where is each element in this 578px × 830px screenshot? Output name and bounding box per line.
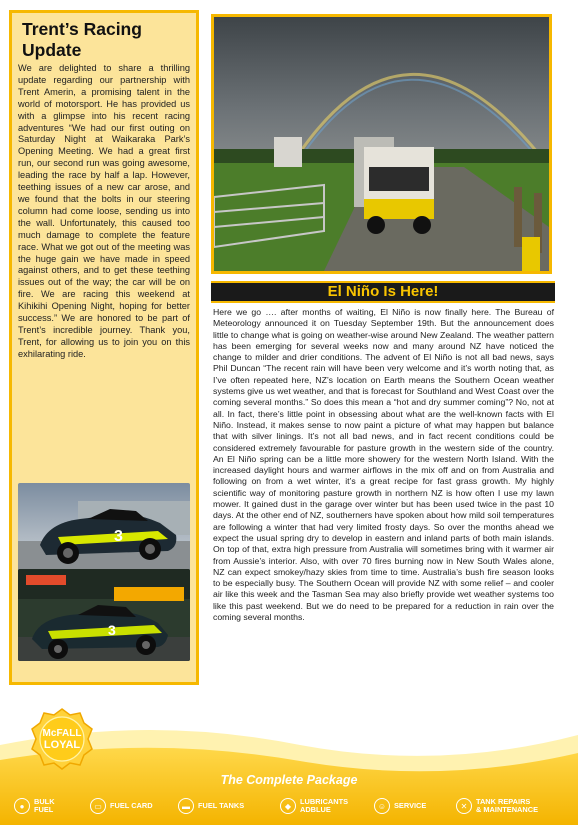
wrench-icon: ✕	[456, 798, 472, 814]
services-strip	[0, 792, 578, 822]
sidebar-title: Trent’s Racing Update	[22, 19, 142, 60]
race-car-photo-2	[18, 569, 190, 661]
car2-number: 3	[108, 622, 116, 638]
sidebar-body: We are delighted to share a thrilling update regarding our partnership with Trent Amerin, a promising talent in the world of motorsport. He has provided us with a glimpse into his recent racing adventures “We had our first outing on Saturday Night at Waikaraka Park’s Opening Meeting. We had a great first run, our second run was going awesome, leading the race by half a lap. However, teething issues of a new car arose, and we found that the bolts in our steering column had come loose, sending us into the wall. Unfortunately, this caused too much damage to complete the feature race. What we got out of the meeting was the huge gain we have made in speed against others, and to get these teething issues out of the way; the car will be on fire. We are racing this weekend at Kihikihi Opening Night, hoping for better success.” We are honored to be part of Trent’s incredible journey. Thank you, Trent, for allowing us to join you on this exhilarating ride.	[18, 63, 190, 359]
footer-tagline: The Complete Package	[220, 773, 358, 787]
service-label: LUBRICANTS ADBLUE	[300, 797, 349, 814]
article-body: Here we go …. after months of waiting, El Niño is now finally here. The Bureau of Meteorology announced it on Tuesday September 19th. But the announcement does little to change what is going on weather-wise around New Zealand. The weather pattern has been emerging for several weeks now and many around NZ have noticed the change to milder and drier conditions. The advent of El Niño is not all bad news, says Phil Duncan “The recent rain will have been very welcome and it’s worth noting that, as I’ve often repeated here, NZ’s location on Earth means the Southern Ocean weather systems give us wet weather, and that is forecast for Southland and West Coast over the coming several months.” So does this mean a “hot and dry summer coming”? No, not at all. In fact, there’s little point in obsessing about what are the well-known facts with El Niño. Instead, it makes sense to now paint a picture of what may happen but balance that with silver linings. It’s not all bad news, and in fact recent conditions could be considered extremely favourable for pasture growth in the western side of the country. An El Niño spring can be a little more showery for the western North Island. With the increased daylight hours and warmer airflows in the mix off and on from Australia and following on from a wet winter, it’s a great recipe for fast grass growth. My highly scientific way of monitoring pasture growth in northern NZ is how often I use my lawn mower. It gained dust in the garage over winter but has been used twice in the past 10 days. At the other end of NZ, southerners have spoken about how mild soil temperatures are following a winter that had very limited frosty days. So over the months ahead we expect the usual spring dry to develop in eastern and inland parts of both main islands. On top of that, extra high pressure from Australia will sometimes bring with it warmer air from Aussie’s interior. Also, with over 70 fires burning now in New South Wales alone, NZ can expect smokey/hazy skies from time to time. Australia’s bush fire season looks to be especially busy. The Southern Ocean will provide NZ with some relief – and cooler air like this week and the Tasman Sea may also briefly provide wet weather systems too like this past weekend. But we do need to be prepared for a reduction in rain over the coming several months.	[213, 307, 554, 623]
race-car-photo-1	[18, 483, 190, 571]
fuel-tank-icon: ▬	[178, 798, 194, 814]
service-label: TANK REPAIRS & MAINTENANCE	[476, 797, 538, 814]
service-bulk-fuel	[14, 792, 55, 820]
service-lubricants	[280, 792, 348, 820]
service-label: BULK FUEL	[34, 797, 55, 814]
article-heading: El Niño Is Here!	[327, 283, 439, 300]
service-label: FUEL TANKS	[198, 801, 245, 810]
service-fuel-tanks	[178, 792, 244, 820]
milk-truck-rainbow-photo	[211, 14, 552, 274]
fuel-card-icon: ▭	[90, 798, 106, 814]
oil-can-icon: ◆	[280, 798, 296, 814]
mcfall-loyal-badge	[30, 707, 94, 771]
fuel-drop-icon: ●	[14, 798, 30, 814]
car1-number: 3	[114, 528, 123, 545]
service-label: SERVICE	[394, 801, 427, 810]
logo-line-2: LOYAL	[43, 739, 81, 751]
service-tank-repairs	[456, 792, 538, 820]
article-heading-banner	[211, 281, 555, 303]
service-fuel-card	[90, 792, 153, 820]
service-label: FUEL CARD	[110, 801, 153, 810]
smiley-icon: ☺	[374, 798, 390, 814]
logo-line-1: McFALL	[42, 728, 82, 739]
sidebar-racing-update	[9, 10, 199, 685]
service-service	[374, 792, 426, 820]
